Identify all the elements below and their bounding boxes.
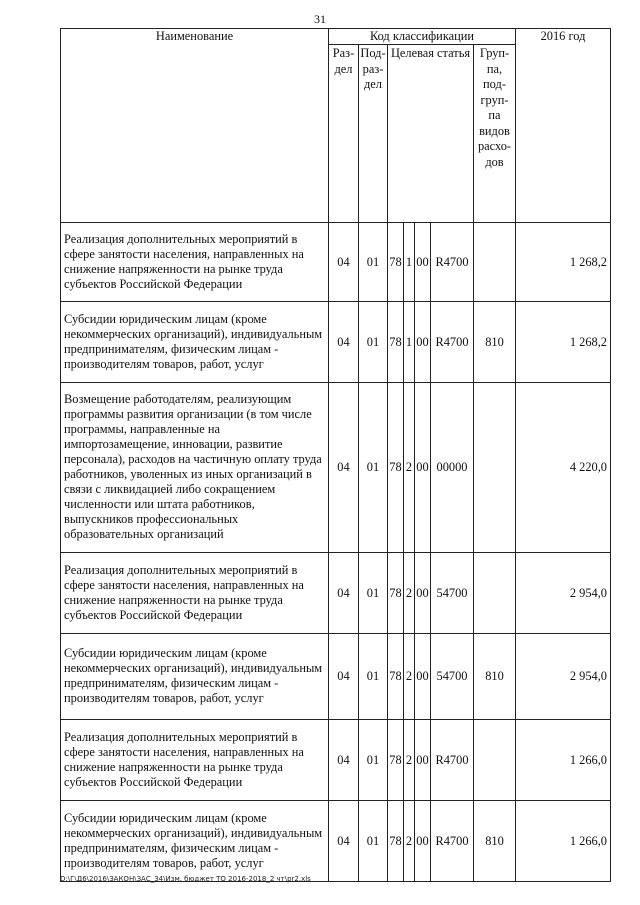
- table-row: [61, 720, 611, 801]
- header-name: Наименование: [61, 29, 329, 223]
- page-number: 31: [314, 12, 326, 26]
- row-target-program: 78: [388, 634, 404, 720]
- row-razdel: 04: [329, 553, 359, 634]
- row-expense-type: [474, 720, 516, 801]
- row-name: Субсидии юридическим лицам (кроме некоммерческих организаций), индивидуальным предпринимателям, физическим лицам - производителям товаров, работ, услуг: [61, 302, 329, 383]
- header-expense-type: Груп- па, под- груп- па видов расхо- дов: [474, 45, 516, 223]
- header-razdel: Раз- дел: [329, 45, 359, 223]
- header-year: 2016 год: [516, 29, 611, 223]
- row-expense-type: 810: [474, 801, 516, 882]
- table-row: [61, 634, 611, 720]
- row-amount-2016: 1 266,0: [516, 801, 611, 882]
- row-target-program: 78: [388, 383, 404, 553]
- row-target-subprogram: 1: [404, 223, 415, 302]
- row-amount-2016: 4 220,0: [516, 383, 611, 553]
- row-name: Субсидии юридическим лицам (кроме некоммерческих организаций), индивидуальным предпринимателям, физическим лицам - производителям товаров, работ, услуг: [61, 634, 329, 720]
- table-row: [61, 302, 611, 383]
- row-target-event: 00: [415, 302, 431, 383]
- row-amount-2016: 2 954,0: [516, 553, 611, 634]
- row-name: Субсидии юридическим лицам (кроме некоммерческих организаций), индивидуальным предпринимателям, физическим лицам - производителям товаров, работ, услуг: [61, 801, 329, 882]
- row-target-direction: R4700: [431, 720, 474, 801]
- row-target-direction: R4700: [431, 302, 474, 383]
- table-row: [61, 801, 611, 882]
- row-amount-2016: 1 268,2: [516, 302, 611, 383]
- row-name: Возмещение работодателям, реализующим программы развития организации (в том числе программы, направленные на импортозамещение, инновации, развитие персонала), расходов на частичную оплату труда работников, уволенных из иных организаций в связи с ликвидацией либо сокращением численности или штата работников, выпускников профессиональных образовательных организаций: [61, 383, 329, 553]
- row-expense-type: 810: [474, 302, 516, 383]
- table-row: [61, 223, 611, 302]
- row-target-event: 00: [415, 223, 431, 302]
- row-target-subprogram: 1: [404, 302, 415, 383]
- row-expense-type: 810: [474, 634, 516, 720]
- table-row: [61, 383, 611, 553]
- row-razdel: 04: [329, 383, 359, 553]
- row-target-program: 78: [388, 223, 404, 302]
- table-row: [61, 553, 611, 634]
- row-expense-type: [474, 553, 516, 634]
- row-amount-2016: 2 954,0: [516, 634, 611, 720]
- row-podrazdel: 01: [359, 801, 388, 882]
- row-target-subprogram: 2: [404, 801, 415, 882]
- row-target-program: 78: [388, 302, 404, 383]
- row-target-direction: 00000: [431, 383, 474, 553]
- row-razdel: 04: [329, 223, 359, 302]
- row-target-event: 00: [415, 553, 431, 634]
- row-target-subprogram: 2: [404, 383, 415, 553]
- row-target-subprogram: 2: [404, 634, 415, 720]
- row-name: Реализация дополнительных мероприятий в сфере занятости населения, направленных на снижение напряженности на рынке труда субъектов Российской Федерации: [61, 223, 329, 302]
- row-podrazdel: 01: [359, 383, 388, 553]
- row-target-direction: 54700: [431, 634, 474, 720]
- row-razdel: 04: [329, 720, 359, 801]
- row-name: Реализация дополнительных мероприятий в сфере занятости населения, направленных на снижение напряженности на рынке труда субъектов Российской Федерации: [61, 553, 329, 634]
- header-podrazdel: Под- раз- дел: [359, 45, 388, 223]
- row-target-program: 78: [388, 553, 404, 634]
- row-podrazdel: 01: [359, 553, 388, 634]
- header-code-group: Код классификации: [329, 29, 516, 45]
- row-target-event: 00: [415, 720, 431, 801]
- row-razdel: 04: [329, 801, 359, 882]
- row-podrazdel: 01: [359, 302, 388, 383]
- row-target-event: 00: [415, 634, 431, 720]
- row-razdel: 04: [329, 634, 359, 720]
- row-target-direction: R4700: [431, 801, 474, 882]
- row-podrazdel: 01: [359, 634, 388, 720]
- budget-table: [60, 28, 611, 882]
- row-target-direction: R4700: [431, 223, 474, 302]
- row-razdel: 04: [329, 302, 359, 383]
- row-target-direction: 54700: [431, 553, 474, 634]
- row-podrazdel: 01: [359, 720, 388, 801]
- row-target-subprogram: 2: [404, 553, 415, 634]
- row-podrazdel: 01: [359, 223, 388, 302]
- row-amount-2016: 1 268,2: [516, 223, 611, 302]
- row-target-subprogram: 2: [404, 720, 415, 801]
- row-target-program: 78: [388, 720, 404, 801]
- row-name: Реализация дополнительных мероприятий в сфере занятости населения, направленных на снижение напряженности на рынке труда субъектов Российской Федерации: [61, 720, 329, 801]
- row-target-event: 00: [415, 801, 431, 882]
- header-target-article: Целевая статья: [388, 45, 474, 223]
- row-target-event: 00: [415, 383, 431, 553]
- row-expense-type: [474, 383, 516, 553]
- row-amount-2016: 1 266,0: [516, 720, 611, 801]
- file-path-footer: D:\Г\Д6\2016\ЗАКОН\ЗАС_34\Изм. бюджет ТО 2016-2018_2 чт\pr2.xls: [60, 875, 311, 883]
- row-expense-type: [474, 223, 516, 302]
- row-target-program: 78: [388, 801, 404, 882]
